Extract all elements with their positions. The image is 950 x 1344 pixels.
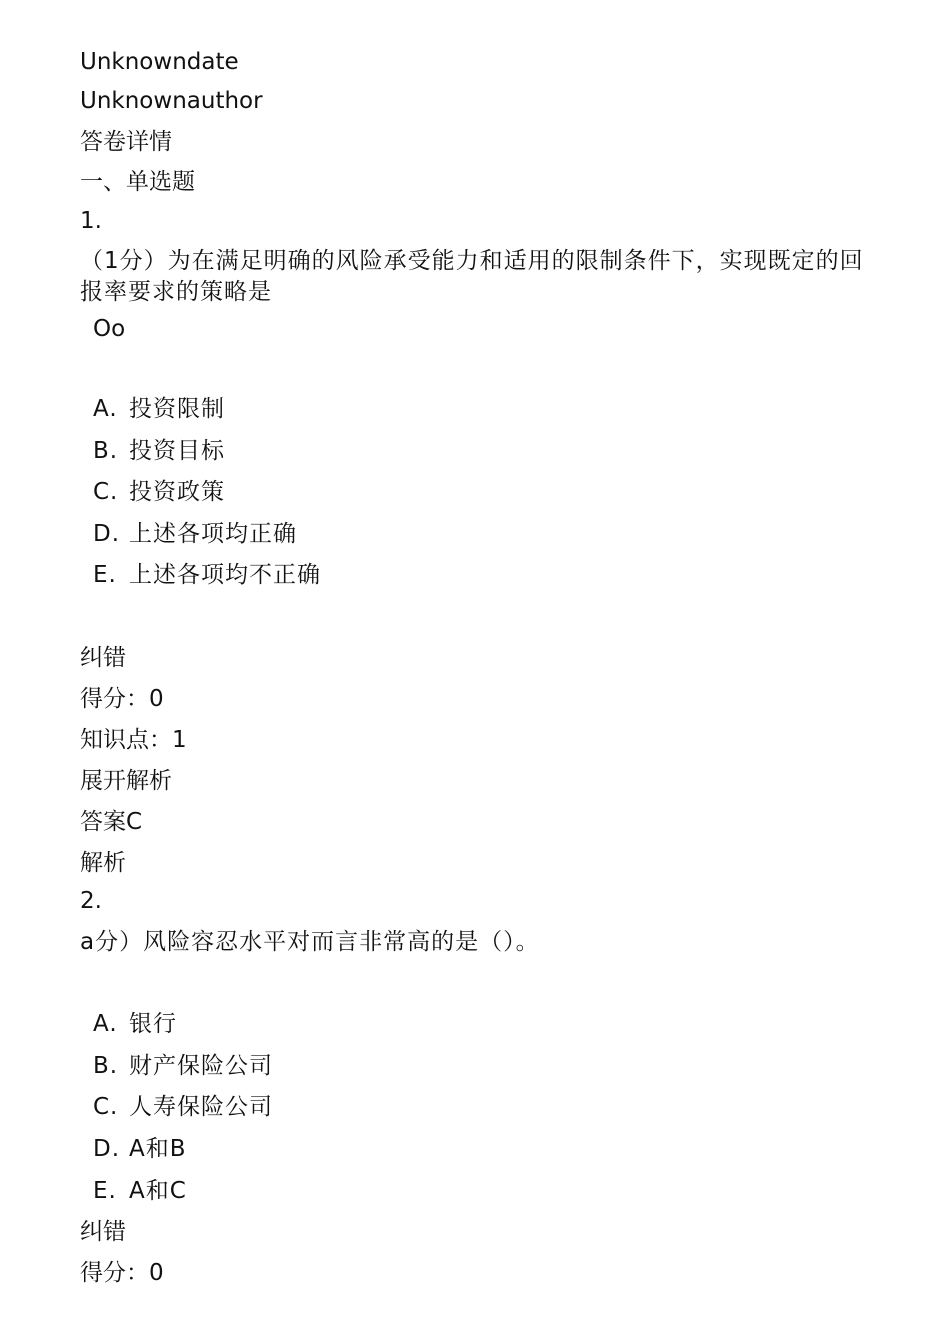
- question-2-option-c[interactable]: [93, 1092, 273, 1122]
- option-letter: A.: [93, 1011, 118, 1037]
- page-title: 答卷详情: [80, 129, 172, 155]
- question-1-number: 1.: [80, 208, 102, 234]
- question-1-option-b[interactable]: [93, 436, 225, 466]
- question-2-option-b[interactable]: [93, 1051, 273, 1081]
- option-letter: D.: [93, 521, 121, 547]
- question-2-option-e[interactable]: [93, 1176, 187, 1206]
- question-1-option-c[interactable]: [93, 477, 225, 507]
- option-letter: E.: [93, 562, 117, 588]
- option-text: 财产保险公司: [129, 1053, 273, 1079]
- question-1-option-d[interactable]: [93, 519, 297, 549]
- option-text: 人寿保险公司: [129, 1094, 273, 1120]
- question-1-stem-tail: Oo: [93, 316, 126, 342]
- option-letter: A.: [93, 396, 118, 422]
- option-letter: B.: [93, 1053, 119, 1079]
- option-text: 投资限制: [129, 396, 225, 422]
- question-2-option-d[interactable]: [93, 1134, 187, 1164]
- question-1-analysis-label: 解析: [80, 850, 126, 876]
- option-letter: C.: [93, 479, 119, 505]
- option-letter: B.: [93, 438, 119, 464]
- question-1-stem: （1分）为在满足明确的风险承受能力和适用的限制条件下，实现既定的回报率要求的策略是: [80, 248, 864, 305]
- document-date: Unknowndate: [80, 49, 239, 75]
- option-letter: C.: [93, 1094, 119, 1120]
- question-1-score: 得分：0: [80, 686, 164, 712]
- option-text: 投资政策: [129, 479, 225, 505]
- question-1-option-a[interactable]: [93, 394, 225, 424]
- question-2-report-error-link[interactable]: 纠错: [80, 1219, 126, 1245]
- option-letter: D.: [93, 1136, 121, 1162]
- question-1-expand-analysis-link[interactable]: 展开解析: [80, 768, 172, 794]
- option-text: 银行: [129, 1011, 177, 1037]
- question-1-answer: 答案C: [80, 809, 143, 835]
- question-2-number: 2.: [80, 888, 102, 914]
- question-2-stem: a分）风险容忍水平对而言非常高的是（）。: [80, 929, 540, 955]
- question-1-knowledge-point: 知识点：1: [80, 727, 187, 753]
- section-title: 一、单选题: [80, 169, 195, 195]
- option-text: 投资目标: [129, 438, 225, 464]
- option-text: 上述各项均不正确: [129, 562, 321, 588]
- option-text: A和B: [129, 1136, 187, 1162]
- option-letter: E.: [93, 1178, 117, 1204]
- document-author: Unknownauthor: [80, 88, 263, 114]
- question-2-score: 得分：0: [80, 1260, 164, 1286]
- question-2-option-a[interactable]: [93, 1009, 177, 1039]
- option-text: 上述各项均正确: [129, 521, 297, 547]
- option-text: A和C: [129, 1178, 187, 1204]
- question-1-report-error-link[interactable]: 纠错: [80, 645, 126, 671]
- question-1-option-e[interactable]: [93, 560, 321, 590]
